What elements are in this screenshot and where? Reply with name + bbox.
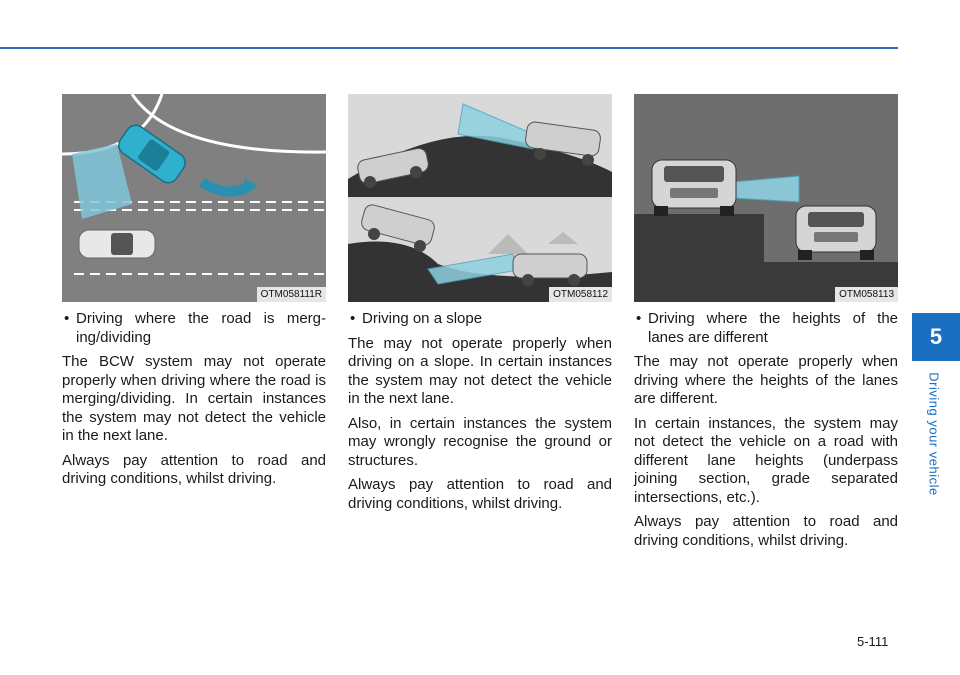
bullet-heading: • Driving on a slope — [348, 310, 612, 329]
paragraph: The BCW system may not operate properly when driving where the road is merging/dividing. In certain instances the system may not detect the vehicle in the next lane. — [62, 353, 326, 444]
figure-slope — [348, 94, 612, 302]
car-icon — [796, 206, 876, 260]
slope-illustration — [348, 94, 612, 302]
page-number: 5-111 — [857, 634, 889, 649]
header-rule — [0, 47, 898, 49]
section-label-text: Driving your vehicle — [926, 372, 942, 496]
paragraph: The may not operate properly when driving on a slope. In certain instances the system may not detect the vehicle in the next lane. — [348, 334, 612, 407]
figure-lane-heights — [634, 94, 898, 302]
paragraph: In certain instances, the system may not detect the vehicle on a road with different lane heights (underpass joining section, grade separated intersections, etc.). — [634, 414, 898, 506]
paragraph: Also, in certain instances the system may wrongly recognise the ground or structures. — [348, 414, 612, 469]
paragraph: Always pay attention to road and driving conditions, whilst driving. — [348, 476, 612, 512]
column-slope — [348, 94, 612, 513]
chapter-number: 5 — [929, 324, 943, 349]
section-label — [920, 366, 948, 502]
paragraph: Always pay attention to road and driving conditions, whilst driving. — [62, 451, 326, 487]
image-code: OTM058111R — [257, 287, 326, 302]
column-merging — [62, 94, 326, 489]
car-icon — [652, 160, 736, 216]
image-code: OTM058112 — [549, 287, 612, 302]
merging-road-illustration — [62, 94, 326, 302]
bullet-heading: • Driving where the road is merg-ing/dividing — [62, 310, 326, 347]
paragraph: Always pay attention to road and driving conditions, whilst driving. — [634, 513, 898, 549]
image-code: OTM058113 — [835, 287, 898, 302]
paragraph: The may not operate properly when driving where the heights of the lanes are different. — [634, 353, 898, 407]
bullet-heading: • Driving where the heights of the lanes are different — [634, 310, 898, 347]
lane-heights-illustration — [634, 94, 898, 302]
figure-merging-road — [62, 94, 326, 302]
chapter-tab — [912, 313, 960, 361]
column-heights — [634, 94, 898, 550]
